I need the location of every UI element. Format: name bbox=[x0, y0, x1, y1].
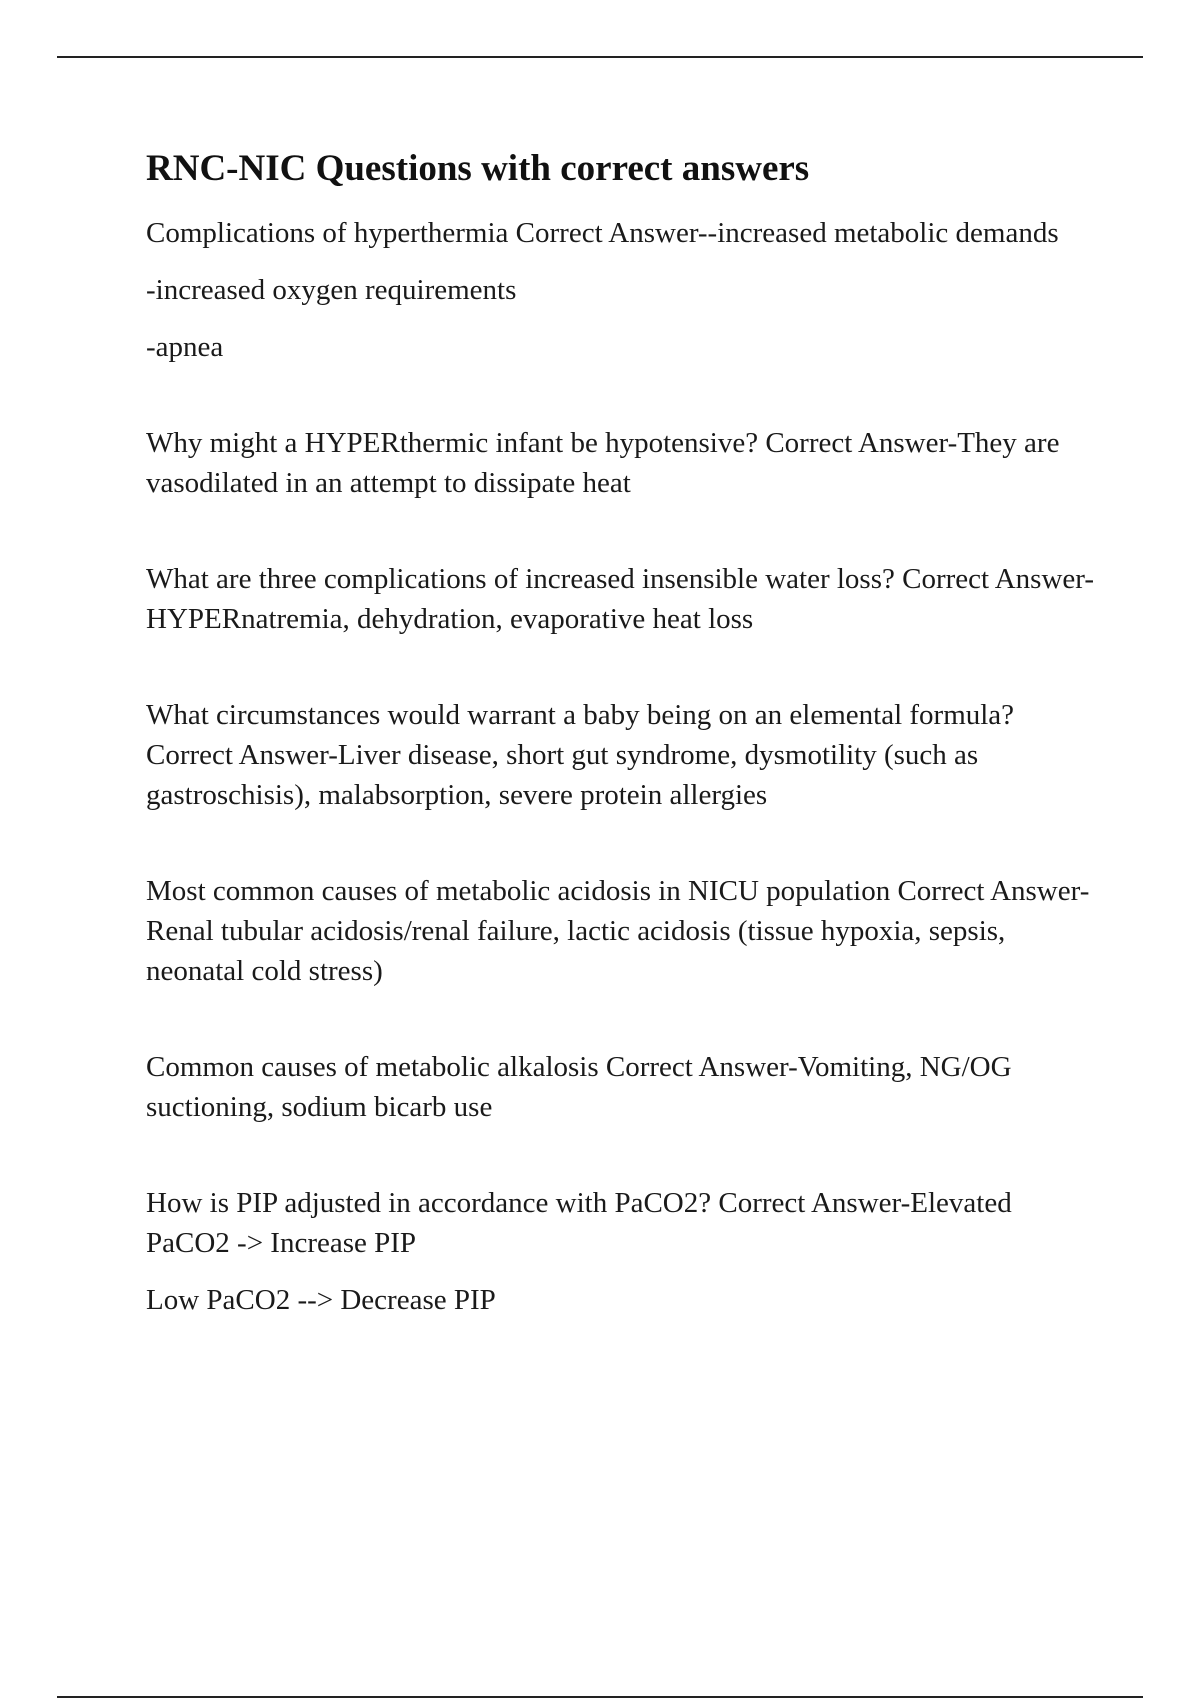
qa-item-hyperthermic-hypotension bbox=[146, 423, 1096, 503]
qa-paragraph: Most common causes of metabolic acidosis in NICU population Correct Answer-Renal tubular acidosis/renal failure, lactic acidosis (tissue hypoxia, sepsis, neonatal cold stress) bbox=[146, 875, 1090, 987]
qa-item-metabolic-alkalosis bbox=[146, 1047, 1096, 1127]
document-body bbox=[146, 142, 1096, 1337]
qa-paragraph: -apnea bbox=[146, 331, 224, 363]
qa-paragraph: How is PIP adjusted in accordance with PaCO2? Correct Answer-Elevated PaCO2 -> Increase PIP bbox=[146, 1187, 1012, 1259]
qa-paragraph: -increased oxygen requirements bbox=[146, 274, 517, 306]
qa-list bbox=[146, 213, 1096, 1320]
qa-paragraph: Low PaCO2 --> Decrease PIP bbox=[146, 1284, 496, 1316]
document-title: RNC-NIC Questions with correct answers bbox=[146, 148, 810, 189]
qa-item-insensible-water-loss bbox=[146, 559, 1096, 639]
qa-paragraph: Common causes of metabolic alkalosis Correct Answer-Vomiting, NG/OG suctioning, sodium bicarb use bbox=[146, 1051, 1012, 1123]
qa-paragraph: Why might a HYPERthermic infant be hypotensive? Correct Answer-They are vasodilated in an attempt to dissipate heat bbox=[146, 427, 1060, 499]
qa-item-hyperthermia-complications bbox=[146, 213, 1096, 367]
qa-item-pip-adjustment bbox=[146, 1183, 1096, 1320]
top-divider bbox=[57, 56, 1143, 58]
qa-item-metabolic-acidosis bbox=[146, 871, 1096, 991]
qa-paragraph: What are three complications of increased insensible water loss? Correct Answer-HYPERnatremia, dehydration, evaporative heat loss bbox=[146, 563, 1095, 635]
qa-item-elemental-formula bbox=[146, 695, 1096, 815]
qa-paragraph: Complications of hyperthermia Correct Answer--increased metabolic demands bbox=[146, 217, 1059, 249]
qa-paragraph: What circumstances would warrant a baby being on an elemental formula? Correct Answer-Liver disease, short gut syndrome, dysmotility (such as gastroschisis), malabsorption, severe protein allergies bbox=[146, 699, 1015, 811]
bottom-divider bbox=[57, 1696, 1143, 1698]
